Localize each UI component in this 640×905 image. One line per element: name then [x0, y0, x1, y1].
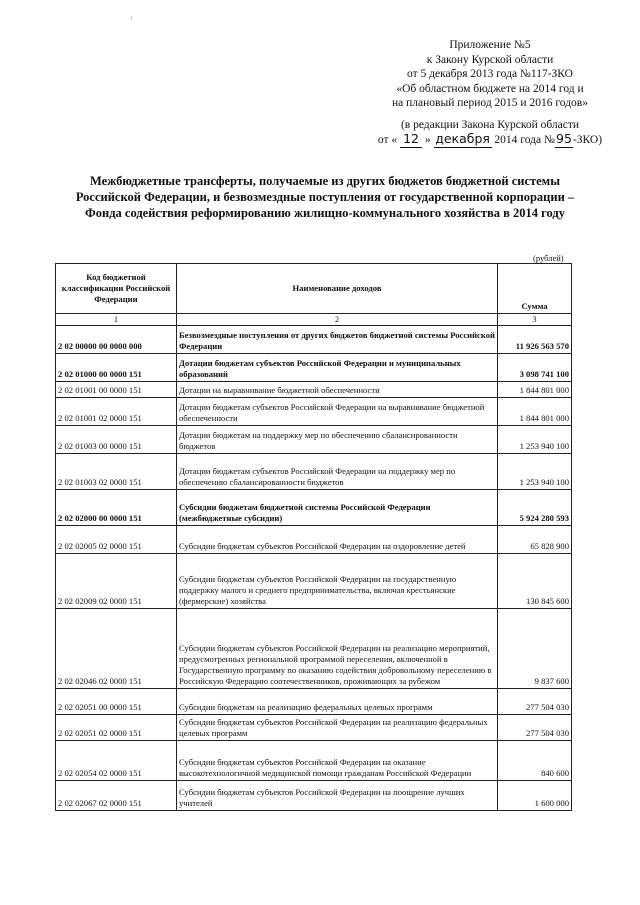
amount: 840 600 [498, 741, 572, 781]
budget-code: 2 02 02067 02 0000 151 [56, 781, 177, 811]
table-row [56, 454, 572, 490]
amount: 3 098 741 100 [498, 354, 572, 382]
table-body [56, 326, 572, 811]
income-name: Дотации бюджетам субъектов Российской Федерации и муниципальных образований [177, 354, 498, 382]
column-number: 2 [177, 314, 498, 326]
income-name: Дотации бюджетам субъектов Российской Федерации на выравнивание бюджетной обеспеченности [177, 398, 498, 426]
income-name: Субсидии бюджетам субъектов Российской Федерации на государственную поддержку малого и среднего предпринимательства, включая крестьянские (фермерские) хозяйства [177, 554, 498, 609]
column-header-name: Наименование доходов [177, 264, 498, 314]
column-number: 3 [498, 314, 572, 326]
income-name: Субсидии бюджетам субъектов Российской Федерации на оказание высокотехнологичной медицинской помощи гражданам Российской Федерации [177, 741, 498, 781]
appendix-number: Приложение №5 [449, 39, 531, 51]
table-row [56, 526, 572, 554]
budget-code: 2 02 02046 02 0000 151 [56, 609, 177, 689]
table-header-row [56, 264, 572, 314]
income-name: Дотации бюджетам субъектов Российской Федерации на поддержку мер по обеспечению сбалансированности бюджетов [177, 454, 498, 490]
law-date: от 5 декабря 2013 года №117-ЗКО [407, 68, 573, 80]
law-reference: к Закону Курской области [426, 53, 554, 66]
table-row [56, 382, 572, 398]
edition-prefix: от « [377, 134, 398, 146]
edition-suffix: -ЗКО) [572, 134, 603, 146]
income-name: Дотации бюджетам на поддержку мер по обеспечению сбалансированности бюджетов [177, 426, 498, 454]
table-row [56, 689, 572, 715]
edition-day: 12 [400, 132, 422, 148]
budget-code: 2 02 00000 00 0000 000 [56, 326, 177, 354]
amount: 277 504 030 [498, 689, 572, 715]
column-header-amount: Сумма [498, 264, 572, 314]
budget-code: 2 02 02051 00 0000 151 [56, 689, 177, 715]
income-name: Субсидии бюджетам бюджетной системы Российской Федерации (межбюджетные субсидии) [177, 490, 498, 526]
budget-code: 2 02 01003 02 0000 151 [56, 454, 177, 490]
appendix-header [360, 38, 620, 148]
table-row [56, 741, 572, 781]
table-row [56, 781, 572, 811]
amount: 1 844 801 000 [498, 382, 572, 398]
budget-code: 2 02 02009 02 0000 151 [56, 554, 177, 609]
amount: 65 828 900 [498, 526, 572, 554]
table-row [56, 426, 572, 454]
column-header-code: Код бюджетной классификации Российской Федерации [56, 264, 177, 314]
edition-year: 2014 года № [494, 134, 555, 146]
income-name: Субсидии бюджетам на реализацию федеральных целевых программ [177, 689, 498, 715]
document-title: Межбюджетные трансферты, получаемые из других бюджетов бюджетной системы Российской Федерации, и безвозмездные поступления от государственной корпорации – Фонда содействия реформированию жилищно-коммунального хозяйства в 2014 году [75, 174, 575, 220]
law-title-2: на плановый период 2015 и 2016 годов» [392, 97, 588, 109]
income-name: Субсидии бюджетам субъектов Российской Федерации на поощрение лучших учителей [177, 781, 498, 811]
income-name: Дотации на выравнивание бюджетной обеспеченности [177, 382, 498, 398]
edition-month: декабря [435, 131, 490, 146]
edition-date-line [360, 132, 620, 148]
transfers-table [55, 263, 572, 811]
budget-code: 2 02 01001 00 0000 151 [56, 382, 177, 398]
amount: 1 844 801 000 [498, 398, 572, 426]
budget-code: 2 02 01003 00 0000 151 [56, 426, 177, 454]
edition-number: 95 [556, 131, 572, 146]
amount: 130 845 600 [498, 554, 572, 609]
amount: 9 837 600 [498, 609, 572, 689]
scan-speck: · [130, 14, 133, 23]
budget-code: 2 02 02005 02 0000 151 [56, 526, 177, 554]
amount: 5 924 280 593 [498, 490, 572, 526]
column-number: 1 [56, 314, 177, 326]
units-label: (рублей) [533, 253, 564, 263]
income-name: Субсидии бюджетам субъектов Российской Федерации на оздоровление детей [177, 526, 498, 554]
column-number-row [56, 314, 572, 326]
amount: 1 253 940 100 [498, 454, 572, 490]
amount: 1 253 940 100 [498, 426, 572, 454]
budget-code: 2 02 02054 02 0000 151 [56, 741, 177, 781]
table-row [56, 354, 572, 382]
table-row [56, 715, 572, 741]
amount: 11 926 563 570 [498, 326, 572, 354]
income-name: Субсидии бюджетам субъектов Российской Федерации на реализацию федеральных целевых программ [177, 715, 498, 741]
budget-code: 2 02 01001 02 0000 151 [56, 398, 177, 426]
table-row [56, 326, 572, 354]
income-name: Безвозмездные поступления от других бюджетов бюджетной системы Российской Федерации [177, 326, 498, 354]
edition-note: (в редакции Закона Курской области [400, 118, 580, 131]
law-title-1: «Об областном бюджете на 2014 год и [396, 82, 584, 95]
budget-code: 2 02 02051 02 0000 151 [56, 715, 177, 741]
edition-mid: » [424, 134, 431, 146]
table-row [56, 398, 572, 426]
table-row [56, 554, 572, 609]
budget-code: 2 02 01000 00 0000 151 [56, 354, 177, 382]
income-name: Субсидии бюджетам субъектов Российской Федерации на реализацию мероприятий, предусмотренных региональной программой переселения, включенной в Государственную программу по оказанию содействия добровольному переселению в Российскую Федерацию соотечественников, проживающих за рубежом [177, 609, 498, 689]
amount: 1 600 000 [498, 781, 572, 811]
table-row [56, 609, 572, 689]
amount: 277 504 030 [498, 715, 572, 741]
table-row [56, 490, 572, 526]
budget-code: 2 02 02000 00 0000 151 [56, 490, 177, 526]
